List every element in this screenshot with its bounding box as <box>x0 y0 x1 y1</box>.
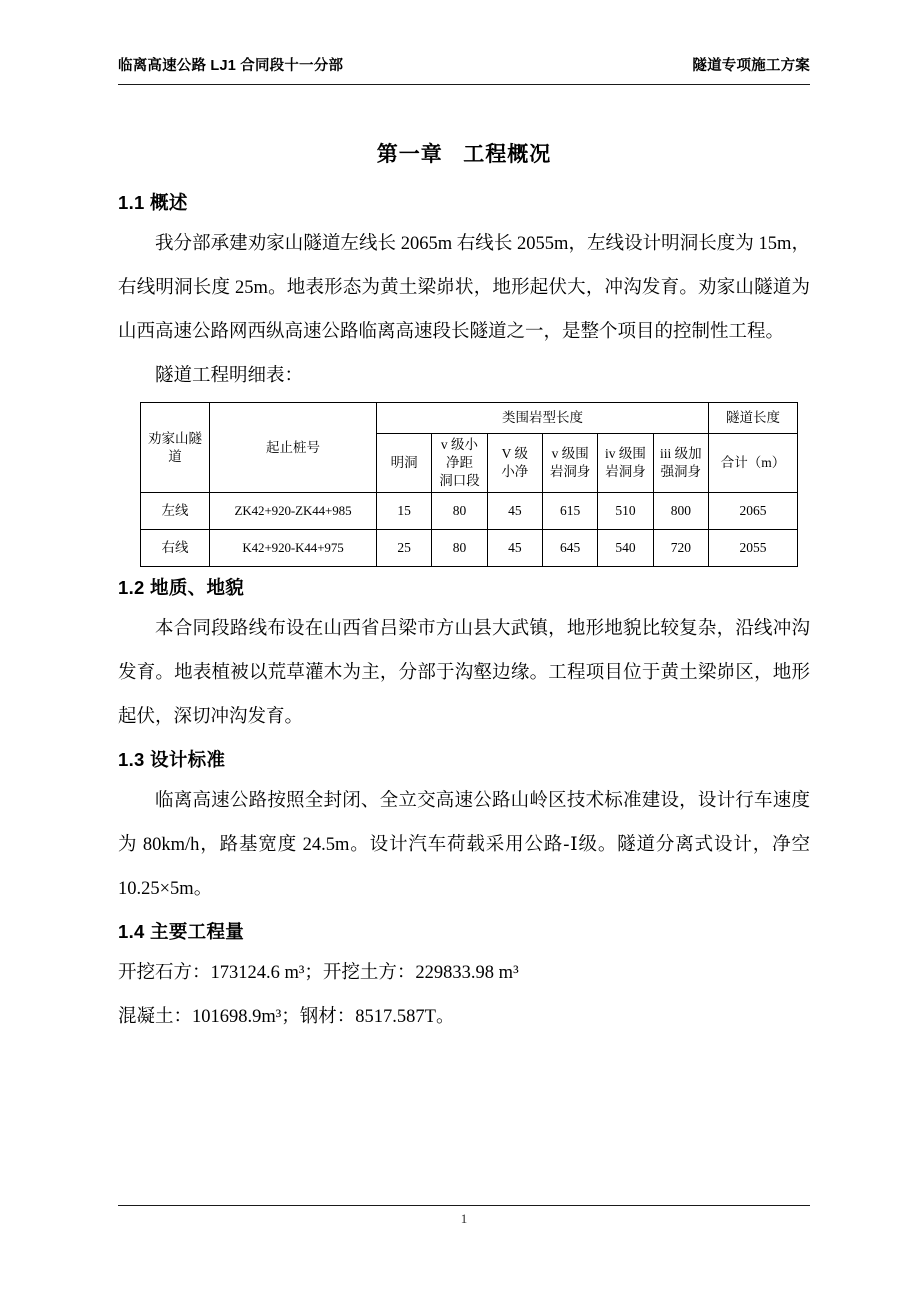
cell-iii-reinforced-body: 720 <box>653 530 708 567</box>
running-header <box>118 56 810 76</box>
page-number: 1 <box>460 1211 468 1226</box>
section-heading-1-1: 1.1 概述 <box>118 192 188 213</box>
table-header-row-1 <box>141 403 798 434</box>
header-cell-v-small-clearance-portal-line2: 洞口段 <box>439 473 480 488</box>
header-left-text: 临离高速公路 LJ1 合同段十一分部 <box>118 58 344 74</box>
header-divider-rule <box>118 84 810 85</box>
cell-v-small-clearance: 45 <box>487 493 542 530</box>
tunnel-detail-table <box>140 402 798 567</box>
header-cell-ming-dong <box>377 434 432 493</box>
cell-ming-dong: 25 <box>377 530 432 567</box>
cell-ming-dong: 15 <box>377 493 432 530</box>
section-1-4-line-1: 开挖石方：173124.6 m³；开挖土方：229833.98 m³ <box>118 963 519 983</box>
header-group-rock-length: 类围岩型长度 <box>377 403 709 434</box>
header-cell-total-meters: 合计（m） <box>709 434 798 493</box>
header-cell-v-small-clearance-portal-line1: v 级小净距 <box>440 437 479 470</box>
header-right-text: 隧道专项施工方案 <box>692 58 810 74</box>
header-cell-iii-reinforced-body <box>653 434 708 493</box>
header-cell-iv-rock-body <box>598 434 653 493</box>
header-cell-iii-reinforced-body-line1: iii 级加 <box>660 446 702 461</box>
document-body <box>118 130 810 1039</box>
header-cell-v-small-clearance-portal <box>432 434 487 493</box>
header-cell-ming-dong-line1: 明洞 <box>390 455 418 470</box>
section-1-1-paragraph: 我分部承建劝家山隧道左线长 2065m 右线长 2055m，左线设计明洞长度为 15m，右线明洞长度 25m。地表形态为黄土梁峁状，地形起伏大，冲沟发育。劝家山隧道为山西高速公路网西纵高速公路临离高速段长隧道之一，是整个项目的控制性工程。 <box>118 234 810 342</box>
table-caption: 隧道工程明细表： <box>155 366 304 386</box>
cell-line-name: 左线 <box>141 493 210 530</box>
cell-v-rock-body: 615 <box>542 493 597 530</box>
cell-iv-rock-body: 540 <box>598 530 653 567</box>
cell-v-rock-body: 645 <box>542 530 597 567</box>
header-cell-iv-rock-body-line1: iv 级围 <box>605 446 646 461</box>
cell-stake-range: K42+920-K44+975 <box>210 530 377 567</box>
header-cell-tunnel-name: 劝家山隧道 <box>141 403 210 493</box>
section-1-3-paragraph: 临离高速公路按照全封闭、全立交高速公路山岭区技术标准建设，设计行车速度为 80km/h，路基宽度 24.5m。设计汽车荷载采用公路-Ⅰ级。隧道分离式设计，净空 10.25×5m。 <box>118 791 810 899</box>
header-cell-stake-range: 起止桩号 <box>210 403 377 493</box>
cell-iii-reinforced-body: 800 <box>653 493 708 530</box>
section-1-4-line-2: 混凝土：101698.9m³；钢材：8517.587T。 <box>118 1007 455 1027</box>
header-cell-iii-reinforced-body-line2: 强洞身 <box>660 464 702 479</box>
header-group-tunnel-length: 隧道长度 <box>709 403 798 434</box>
section-heading-1-2: 1.2 地质、地貌 <box>118 577 245 598</box>
footer-divider-rule <box>118 1205 810 1206</box>
table-row <box>141 530 798 567</box>
header-cell-v-small-clearance-line2: 小净 <box>501 464 529 479</box>
cell-stake-range: ZK42+920-ZK44+985 <box>210 493 377 530</box>
cell-v-small-clearance-portal: 80 <box>432 493 487 530</box>
cell-v-small-clearance-portal: 80 <box>432 530 487 567</box>
cell-iv-rock-body: 510 <box>598 493 653 530</box>
table-row <box>141 493 798 530</box>
header-cell-v-small-clearance-line1: V 级 <box>501 446 529 461</box>
cell-v-small-clearance: 45 <box>487 530 542 567</box>
header-cell-v-small-clearance <box>487 434 542 493</box>
header-cell-v-rock-body-line1: v 级围 <box>551 446 589 461</box>
cell-total-meters: 2065 <box>709 493 798 530</box>
header-cell-iv-rock-body-line2: 岩洞身 <box>605 464 646 479</box>
header-cell-v-rock-body <box>542 434 597 493</box>
cell-total-meters: 2055 <box>709 530 798 567</box>
chapter-title: 第一章 工程概况 <box>376 143 552 166</box>
cell-line-name: 右线 <box>141 530 210 567</box>
section-heading-1-4: 1.4 主要工程量 <box>118 921 245 942</box>
header-cell-v-rock-body-line2: 岩洞身 <box>549 464 591 479</box>
section-1-2-paragraph: 本合同段路线布设在山西省吕梁市方山县大武镇，地形地貌比较复杂，沿线冲沟发育。地表植被以荒草灌木为主，分部于沟壑边缘。工程项目位于黄土梁峁区，地形起伏，深切冲沟发育。 <box>118 619 810 727</box>
section-heading-1-3: 1.3 设计标准 <box>118 749 226 770</box>
